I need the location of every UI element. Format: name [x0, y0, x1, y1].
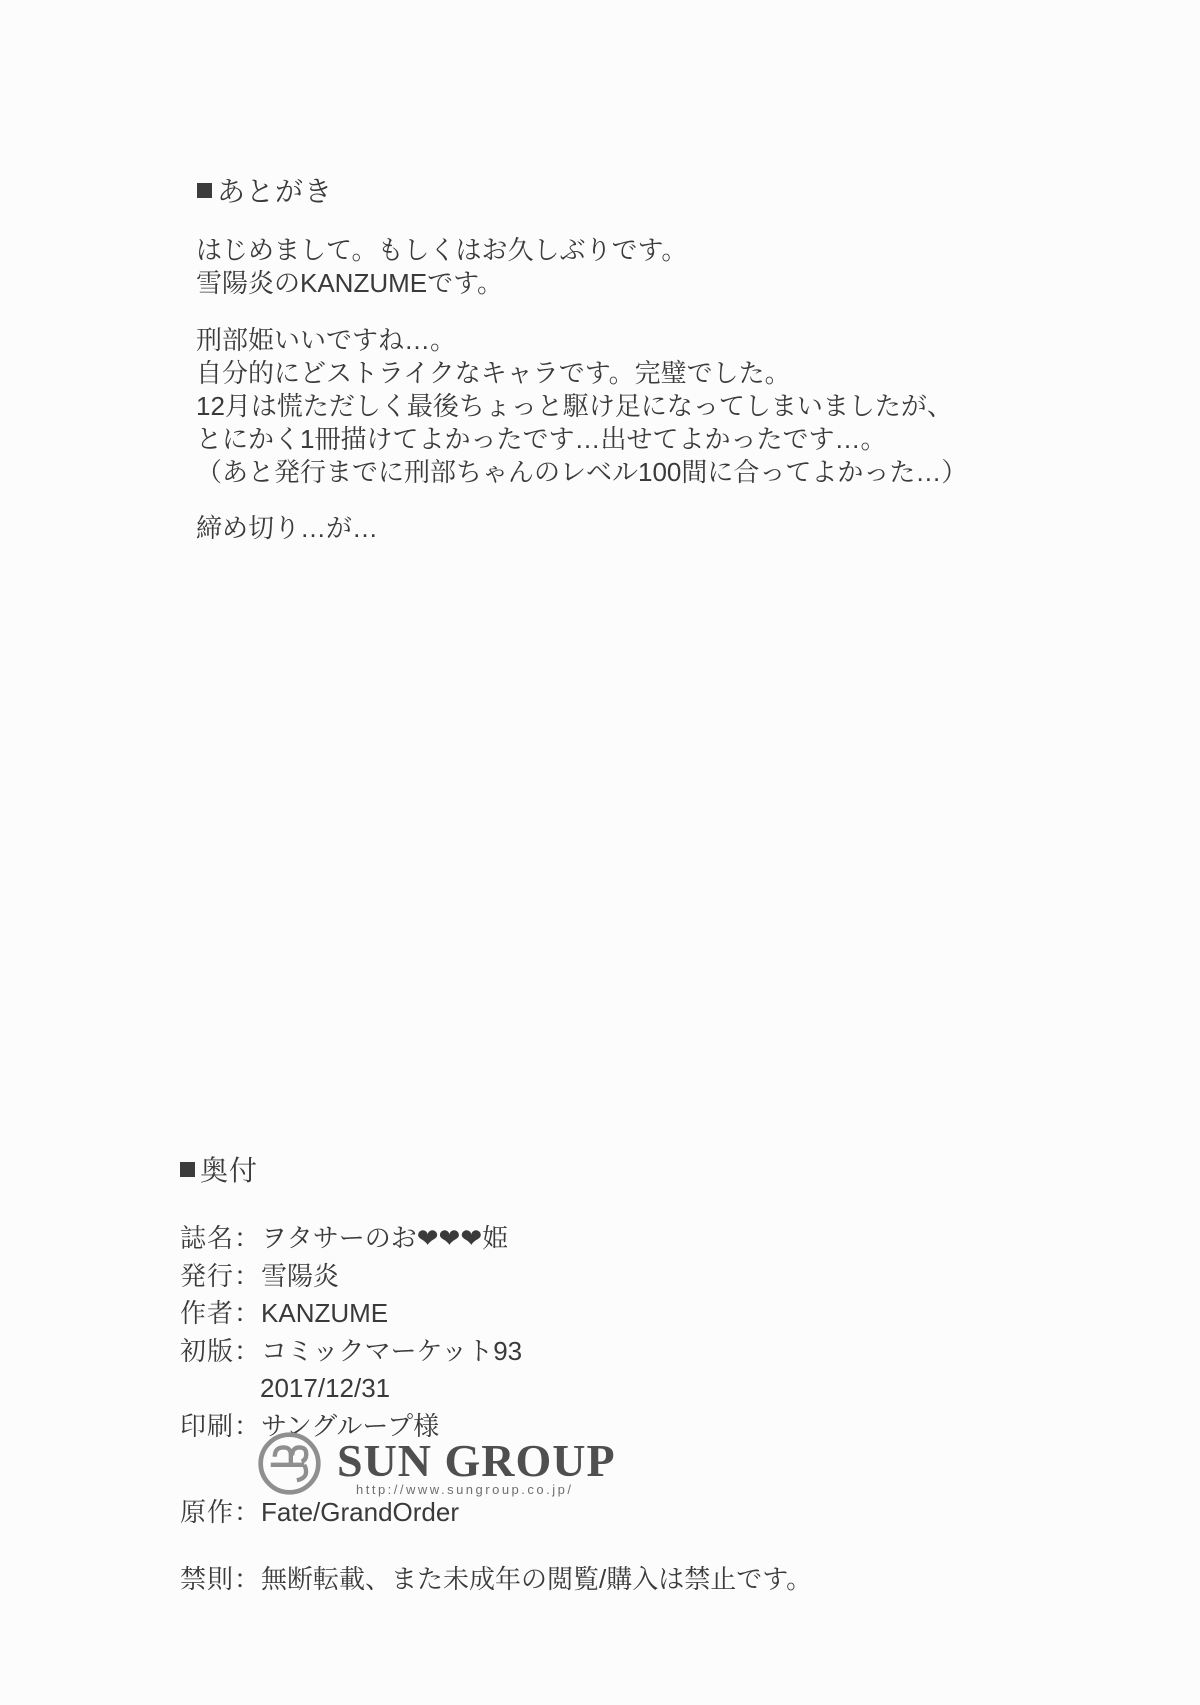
afterword-line: 刑部姫いいですね…。 — [196, 325, 457, 355]
colophon-label: 発行： — [180, 1260, 262, 1291]
afterword-line: （あと発行までに刑部ちゃんのレベル100間に合ってよかった…） — [196, 457, 968, 487]
colophon-value: 2017/12/31 — [260, 1373, 391, 1403]
colophon-label: 原作： — [180, 1497, 262, 1527]
afterword-header — [197, 170, 333, 210]
colophon-row-title — [180, 1220, 522, 1258]
afterword-line: はじめまして。もしくはお久しぶりです。 — [196, 235, 688, 265]
colophon-label: 禁則： — [180, 1564, 262, 1594]
colophon-row-author — [180, 1295, 522, 1333]
colophon-value: ヲタサーのお❤❤❤姫 — [261, 1223, 509, 1253]
afterword-header-label: あとがき — [217, 176, 334, 207]
colophon-header-label: 奥付 — [200, 1155, 259, 1186]
sun-group-url: http://www.sungroup.co.jp/ — [356, 1482, 574, 1497]
colophon-value: 無断転載、また未成年の閲覧/購入は禁止です。 — [261, 1564, 813, 1594]
colophon-rows — [180, 1220, 522, 1445]
colophon-label: 初版： — [180, 1335, 262, 1366]
colophon-row-prohibition-notice — [180, 1561, 812, 1599]
colophon-row-publisher — [180, 1258, 522, 1296]
colophon-value: Fate/GrandOrder — [261, 1497, 459, 1527]
colophon-row-date — [180, 1370, 522, 1408]
colophon-value: KANZUME — [261, 1298, 389, 1328]
sun-group-logo-icon — [256, 1430, 323, 1497]
sun-group-logo-text: SUN GROUP — [337, 1435, 616, 1486]
afterword-line: 締め切り…が… — [196, 513, 379, 543]
colophon-row-first-edition — [180, 1333, 522, 1371]
colophon-row-original-work — [180, 1494, 459, 1532]
afterword-line: 12月は慌ただしく最後ちょっと駆け足になってしまいましたが、 — [196, 391, 953, 421]
afterword-line: 雪陽炎のKANZUMEです。 — [196, 268, 504, 298]
colophon-label: 印刷： — [180, 1410, 262, 1441]
afterword-line: とにかく1冊描けてよかったです…出せてよかったです…。 — [196, 424, 887, 454]
colophon-value: 雪陽炎 — [261, 1260, 340, 1291]
square-bullet-icon — [197, 183, 212, 198]
colophon-value: サングループ様 — [261, 1410, 440, 1441]
colophon-label: 誌名： — [180, 1223, 262, 1253]
colophon-label: 作者： — [180, 1298, 262, 1328]
colophon-header — [180, 1149, 258, 1189]
afterword-paragraph-greeting — [196, 234, 687, 300]
afterword-paragraph-deadline — [196, 512, 378, 545]
colophon-label — [180, 1370, 260, 1408]
afterword-line: 自分的にどストライクなキャラです。完璧でした。 — [196, 358, 791, 388]
afterword-paragraph-main — [196, 324, 967, 489]
colophon-value: コミックマーケット93 — [261, 1335, 523, 1366]
square-bullet-icon — [180, 1162, 195, 1177]
